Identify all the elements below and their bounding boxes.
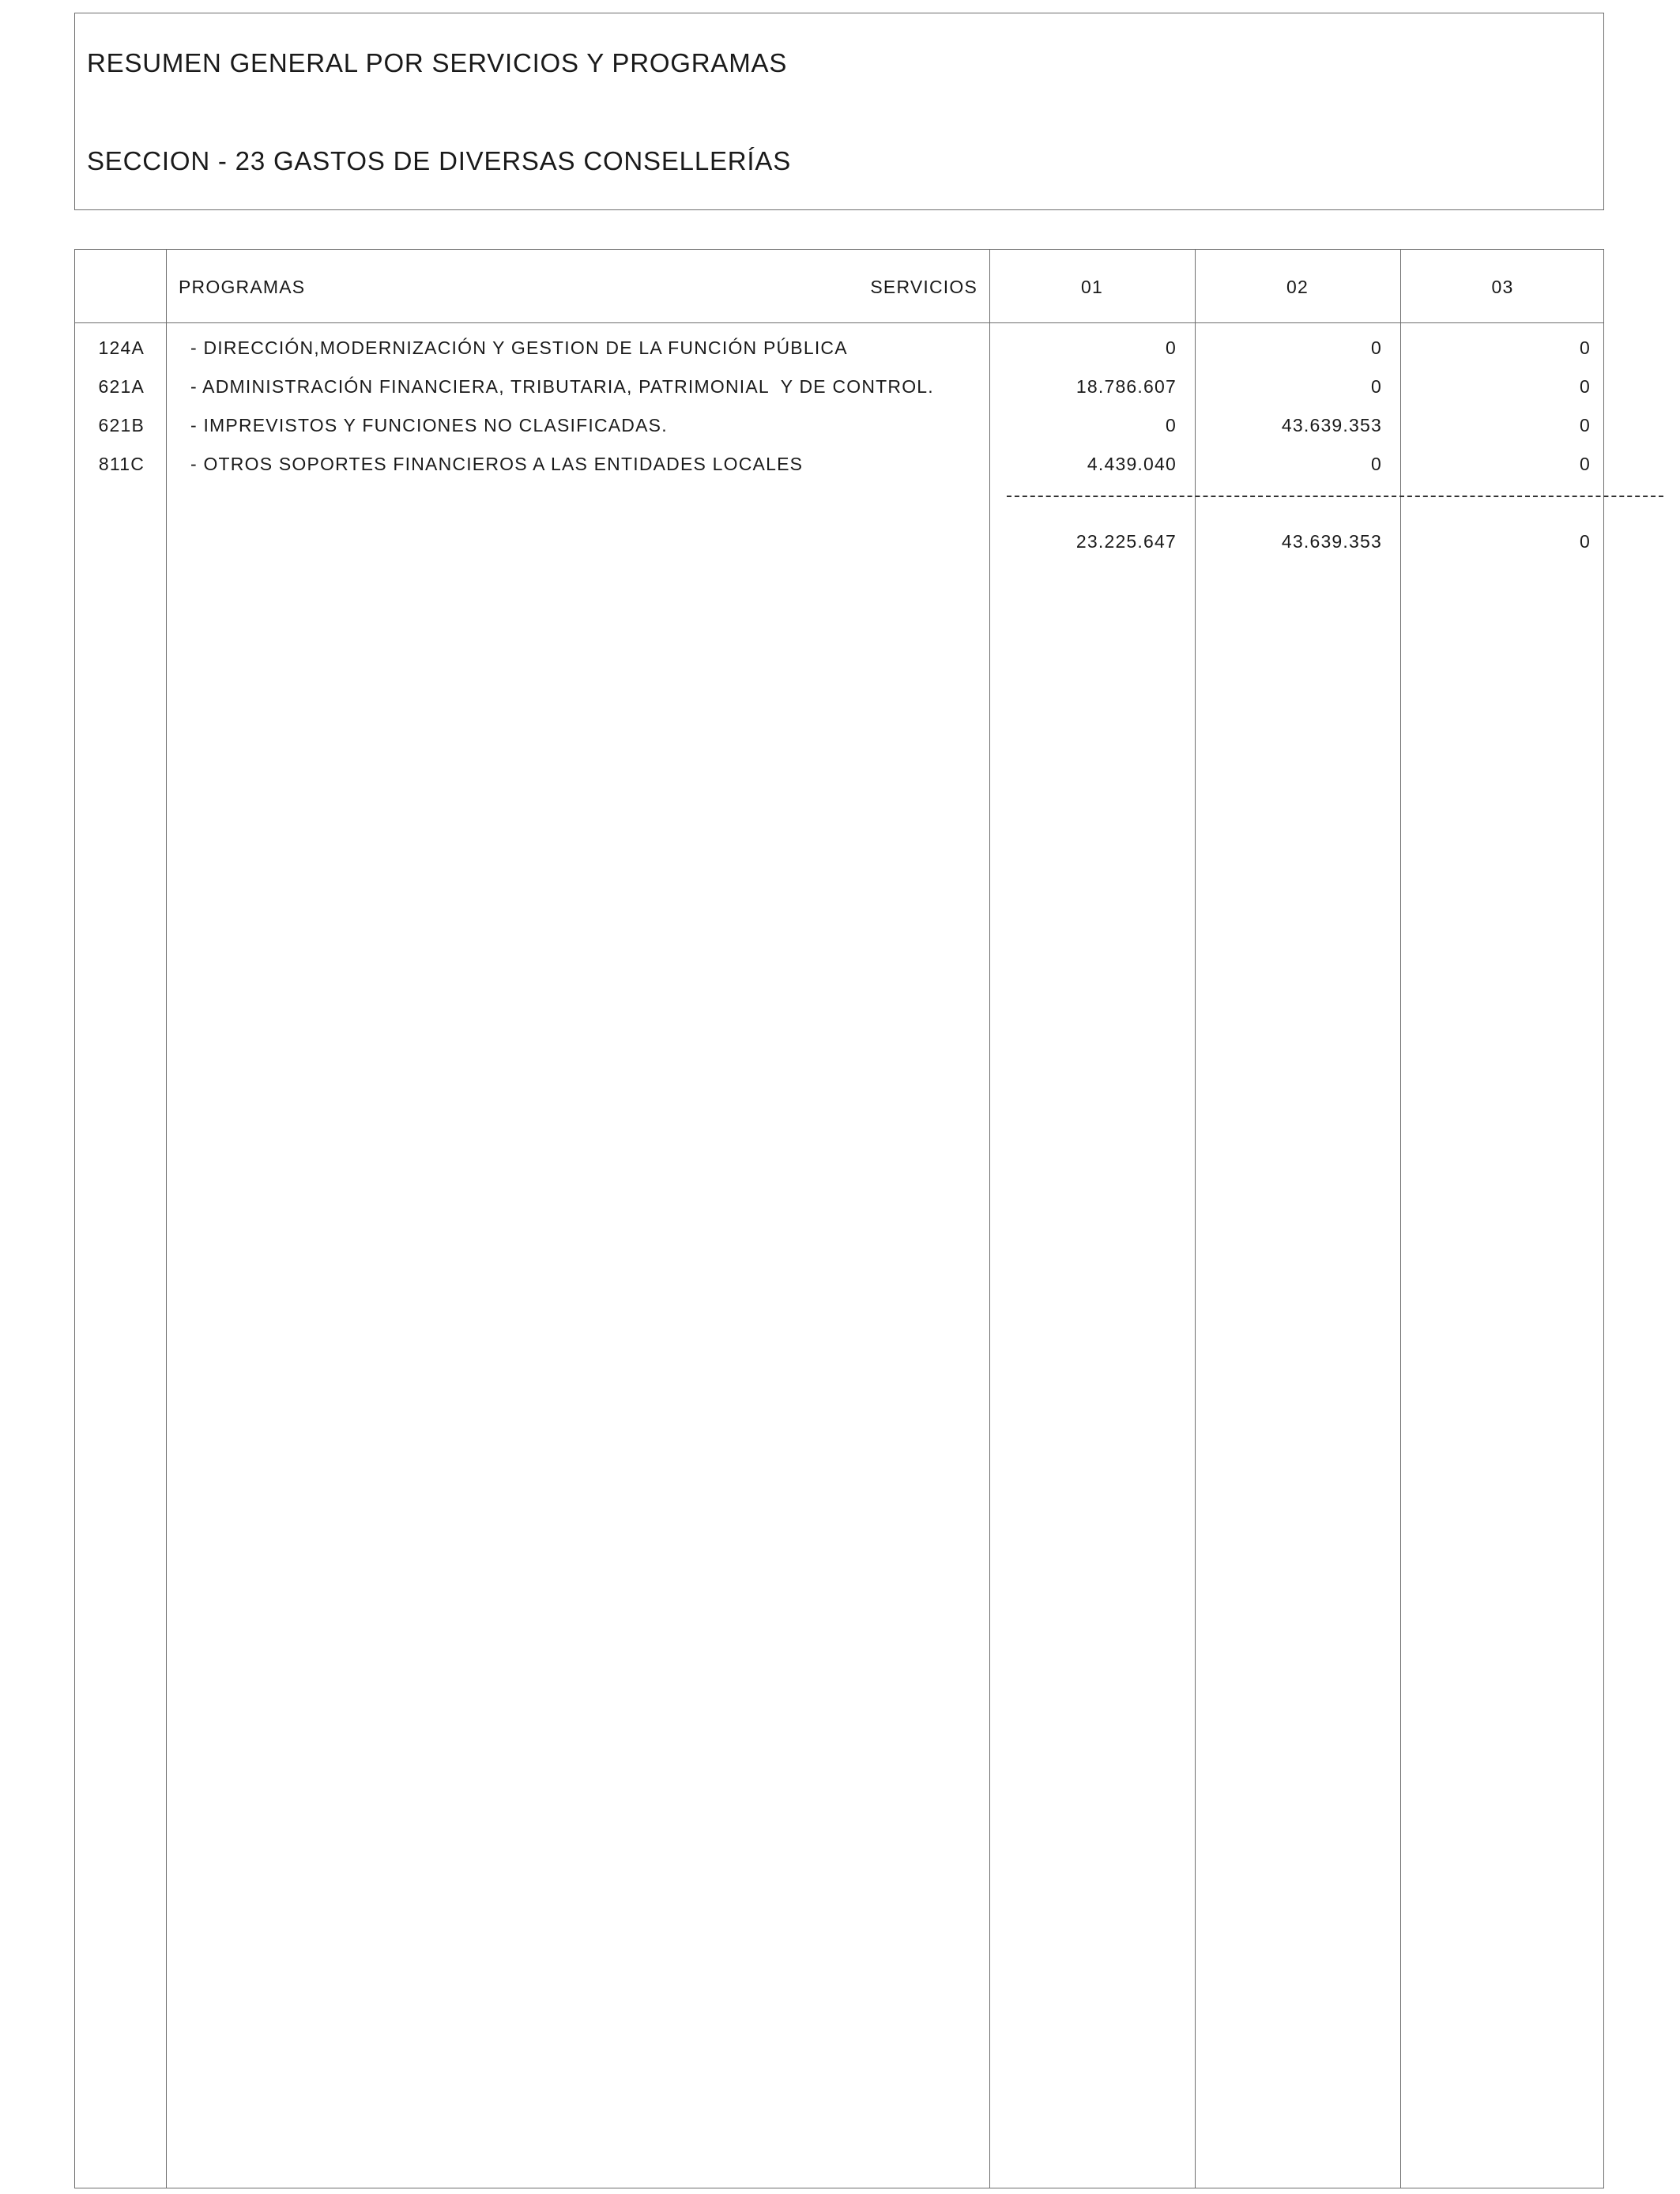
report-title: RESUMEN GENERAL POR SERVICIOS Y PROGRAMAS	[87, 48, 788, 77]
totals-separator	[1007, 496, 1663, 497]
row-value-01: 4.439.040	[1087, 454, 1177, 474]
row-value-01: 18.786.607	[1075, 376, 1177, 397]
row-value-01: 0	[1166, 415, 1177, 435]
row-value-03: 0	[1580, 376, 1591, 397]
row-value-03: 0	[1580, 337, 1591, 358]
col-header-programas: PROGRAMAS	[179, 277, 306, 297]
total-service-03: 0	[1580, 531, 1591, 552]
row-value-02: 43.639.353	[1281, 415, 1382, 435]
divider-code	[166, 250, 167, 2188]
col-header-service-03: 03	[1491, 277, 1514, 297]
row-description: - ADMINISTRACIÓN FINANCIERA, TRIBUTARIA, PATRIMONIAL Y DE CONTROL.	[190, 376, 934, 397]
section-title: SECCION - 23 GASTOS DE DIVERSAS CONSELLERÍAS	[87, 146, 792, 175]
col-header-service-02: 02	[1286, 277, 1309, 297]
total-service-01: 23.225.647	[1075, 531, 1177, 552]
row-value-02: 0	[1371, 454, 1382, 474]
row-code: 124A	[98, 337, 145, 358]
report-header	[74, 13, 1604, 210]
row-value-03: 0	[1580, 454, 1591, 474]
row-value-03: 0	[1580, 415, 1591, 435]
col-header-service-01: 01	[1081, 277, 1103, 297]
row-code: 621B	[98, 415, 145, 435]
row-code: 621A	[98, 376, 145, 397]
col-header-servicios: SERVICIOS	[870, 277, 977, 297]
row-description: - OTROS SOPORTES FINANCIEROS A LAS ENTIDADES LOCALES	[190, 454, 804, 474]
row-code: 811C	[98, 454, 145, 474]
summary-table	[74, 249, 1604, 2188]
row-value-02: 0	[1371, 376, 1382, 397]
total-service-02: 43.639.353	[1281, 531, 1382, 552]
row-value-01: 0	[1166, 337, 1177, 358]
header-divider	[75, 322, 1603, 323]
row-value-02: 0	[1371, 337, 1382, 358]
row-description: - DIRECCIÓN,MODERNIZACIÓN Y GESTION DE LA FUNCIÓN PÚBLICA	[190, 337, 848, 358]
row-description: - IMPREVISTOS Y FUNCIONES NO CLASIFICADAS.	[190, 415, 668, 435]
